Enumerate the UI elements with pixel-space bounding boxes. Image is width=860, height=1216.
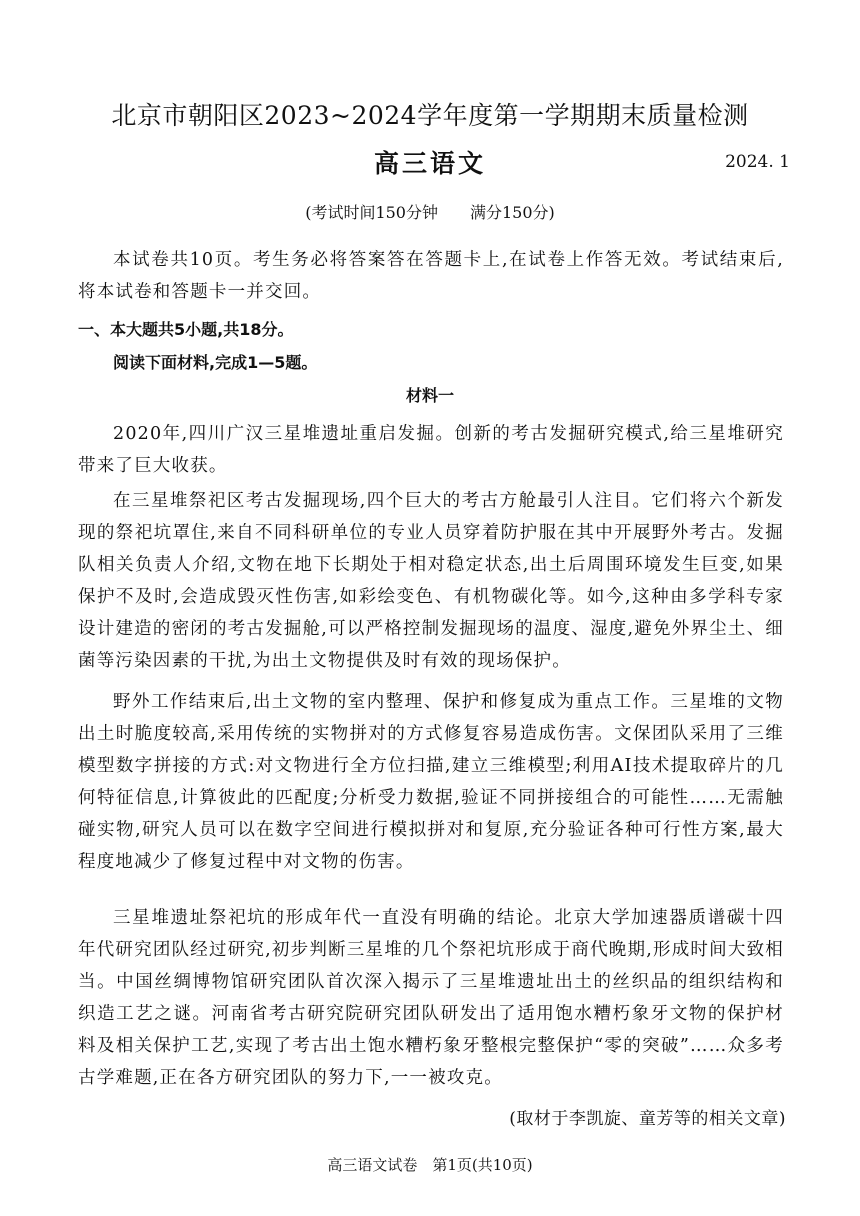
material-paragraph: 2020年,四川广汉三星堆遗址重启发掘。创新的考古发掘研究模式,给三星堆研究带来了巨大收获。 [78,424,784,476]
material-paragraph: 在三星堆祭祀区考古发掘现场,四个巨大的考古方舱最引人注目。它们将六个新发现的祭祀坑罩住,来自不同科研单位的专业人员穿着防护服在其中开展野外考古。发掘队相关负责人介绍,文物在地下长期处于相对稳定状态,出土后周围环境发生巨变,如果保护不及时,会造成毁灭性伤害,如彩绘变色、有机物碳化等。如今,这种由多学科专家设计建造的密闭的考古发掘舱,可以严格控制发掘现场的温度、湿度,避免外界尘土、细菌等污染因素的干扰,为出土文物提供及时有效的现场保护。 [78,491,784,671]
intro-paragraph: 本试卷共10页。考生务必将答案答在答题卡上,在试卷上作答无效。考试结束后,将本试卷和答题卡一并交回。 [78,250,784,302]
page-footer: 高三语文试卷 第1页(共10页) [327,1156,533,1174]
material-title: 材料一 [405,386,454,405]
exam-title: 北京市朝阳区2023~2024学年度第一学期期末质量检测 [111,101,749,130]
source-citation: (取材于李凯旋、童芳等的相关文章) [509,1109,786,1129]
subject-title: 高三语文 [373,149,486,178]
section-heading: 一、本大题共5小题,共18分。 [78,320,294,339]
material-paragraph: 三星堆遗址祭祀坑的形成年代一直没有明确的结论。北京大学加速器质谱碳十四年代研究团队经过研究,初步判断三星堆的几个祭祀坑形成于商代晚期,形成时间大致相当。中国丝绸博物馆研究团队首次深入揭示了三星堆遗址出土的丝织品的组织结构和织造工艺之谜。河南省考古研究院研究团队研发出了适用饱水糟朽象牙文物的保护材料及相关保护工艺,实现了考古出土饱水糟朽象牙整根完整保护“零的突破”……众多考古学难题,正在各方研究团队的努力下,一一被攻克。 [78,908,784,1088]
section-instruction: 阅读下面材料,完成1—5题。 [113,353,318,372]
exam-time-score: (考试时间150分钟 满分150分) [305,203,555,222]
material-paragraph: 野外工作结束后,出土文物的室内整理、保护和修复成为重点工作。三星堆的文物出土时脆度较高,采用传统的实物拼对的方式修复容易造成伤害。文保团队采用了三维模型数字拼接的方式:对文物进行全方位扫描,建立三维模型;利用AI技术提取碎片的几何特征信息,计算彼此的匹配度;分析受力数据,验证不同拼接组合的可能性……无需触碰实物,研究人员可以在数字空间进行模拟拼对和复原,充分验证各种可行性方案,最大程度地减少了修复过程中对文物的伤害。 [78,692,784,872]
exam-date: 2024. 1 [725,152,790,172]
